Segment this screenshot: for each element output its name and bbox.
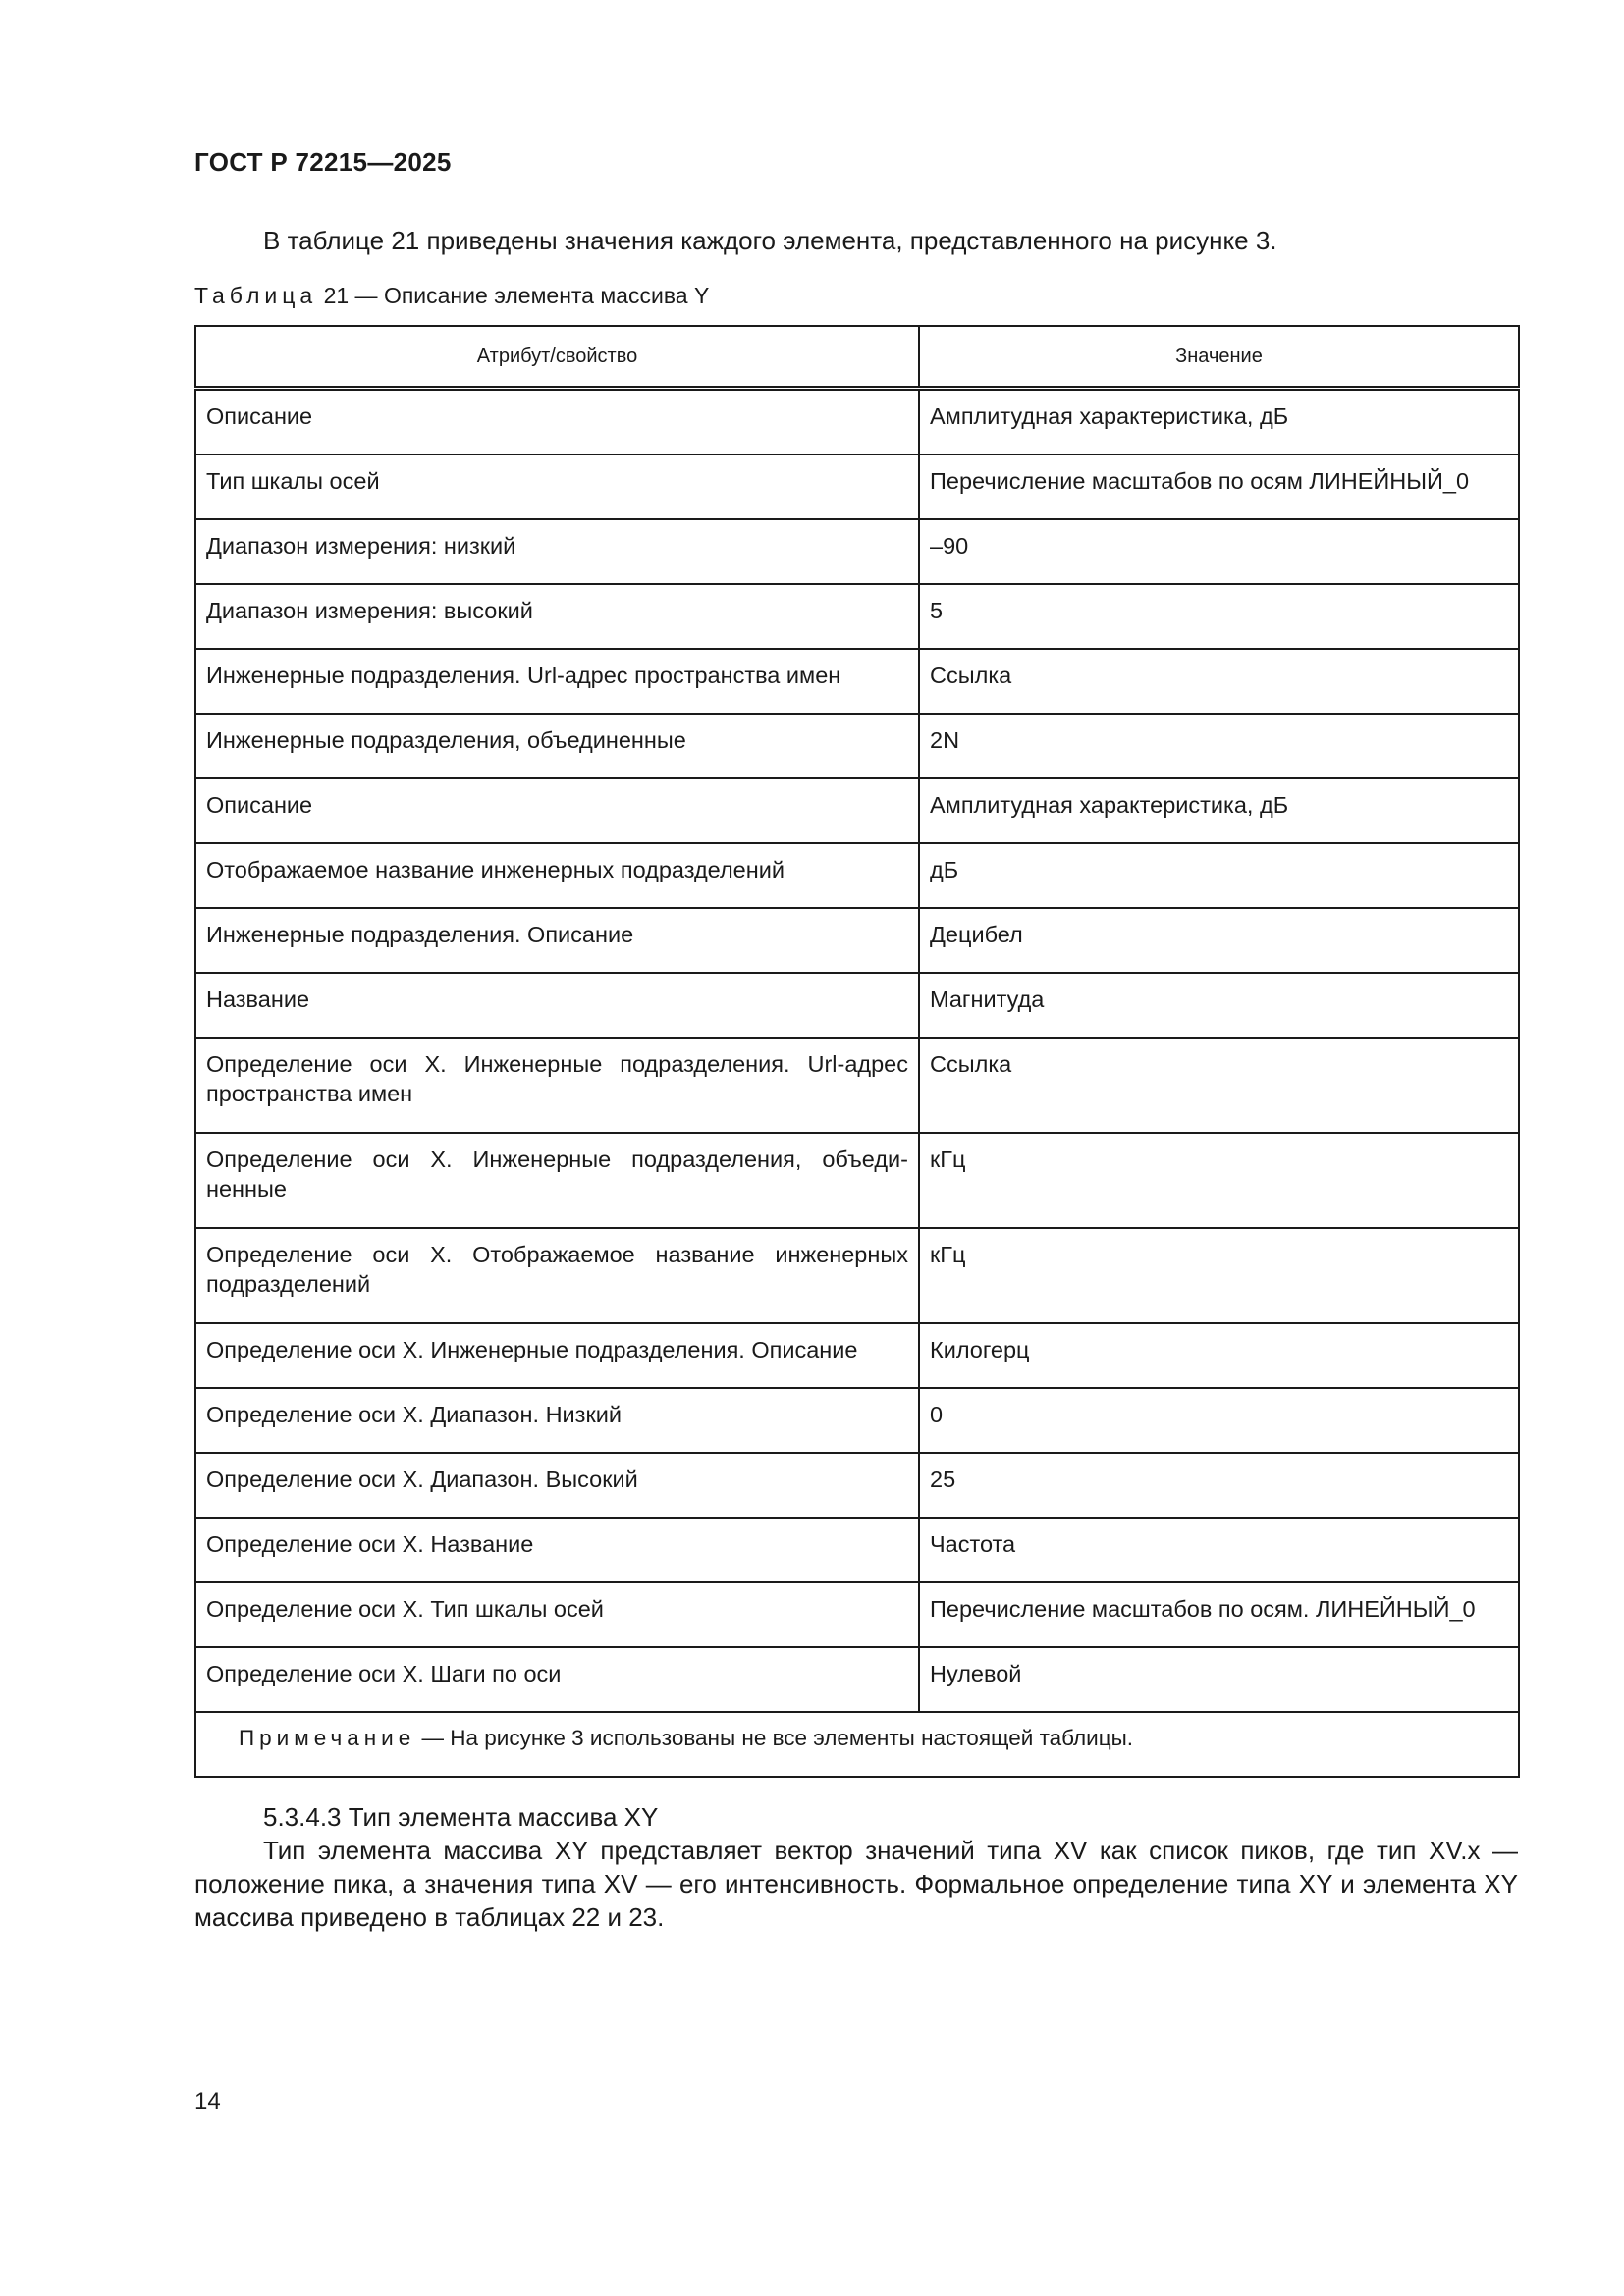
table-header-row [195, 326, 1519, 389]
page-number: 14 [194, 2088, 221, 2114]
attribute-cell: Определение оси X. Тип шкалы осей [195, 1582, 919, 1647]
attribute-cell: Тип шкалы осей [195, 454, 919, 519]
attribute-cell: Описание [195, 389, 919, 455]
section-heading: 5.3.4.3 Тип элемента массива XY [263, 1802, 659, 1832]
table-row [195, 389, 1519, 455]
table-row [195, 1228, 1519, 1323]
attribute-cell: Определение оси X. Инженерные подразделения. Url-адрес пространства имен [195, 1038, 919, 1133]
attribute-cell: Определение оси X. Шаги по оси [195, 1647, 919, 1712]
value-cell: Магнитуда [919, 973, 1519, 1038]
table-row [195, 519, 1519, 584]
table-caption-text: 21 — Описание элемента массива Y [317, 283, 710, 308]
table-row [195, 1582, 1519, 1647]
value-cell: Килогерц [919, 1323, 1519, 1388]
value-cell: 25 [919, 1453, 1519, 1518]
table-row [195, 1453, 1519, 1518]
column-header-value: Значение [919, 326, 1519, 389]
attribute-cell: Определение оси X. Инженерные подразделения, объединенные [195, 1133, 919, 1228]
attribute-cell: Отображаемое название инженерных подразделений [195, 843, 919, 908]
table-row [195, 584, 1519, 649]
table-row [195, 649, 1519, 714]
table-row [195, 1518, 1519, 1582]
attribute-cell: Название [195, 973, 919, 1038]
attribute-cell: Определение оси X. Диапазон. Высокий [195, 1453, 919, 1518]
attribute-cell: Диапазон измерения: низкий [195, 519, 919, 584]
attribute-cell: Определение оси X. Отображаемое название инженерных подразделений [195, 1228, 919, 1323]
value-cell: кГц [919, 1133, 1519, 1228]
table-row [195, 714, 1519, 778]
column-header-attribute: Атрибут/свойство [195, 326, 919, 389]
value-cell: 0 [919, 1388, 1519, 1453]
table-row [195, 1647, 1519, 1712]
attribute-cell: Диапазон измерения: высокий [195, 584, 919, 649]
value-cell: Частота [919, 1518, 1519, 1582]
table-row [195, 454, 1519, 519]
value-cell: кГц [919, 1228, 1519, 1323]
table-row [195, 973, 1519, 1038]
table-row [195, 1388, 1519, 1453]
value-cell: 2N [919, 714, 1519, 778]
attribute-table [194, 325, 1520, 1778]
attribute-cell: Инженерные подразделения. Url-адрес пространства имен [195, 649, 919, 714]
value-cell: Децибел [919, 908, 1519, 973]
attribute-cell: Определение оси X. Инженерные подразделения. Описание [195, 1323, 919, 1388]
attribute-cell: Определение оси X. Название [195, 1518, 919, 1582]
attribute-cell: Описание [195, 778, 919, 843]
value-cell: –90 [919, 519, 1519, 584]
table-row [195, 1323, 1519, 1388]
table-note-row [195, 1712, 1519, 1777]
table-caption [194, 283, 709, 309]
attribute-cell: Инженерные подразделения, объединенные [195, 714, 919, 778]
document-header: ГОСТ Р 72215—2025 [194, 147, 452, 177]
table-row [195, 1133, 1519, 1228]
table-note-label: Примечание [239, 1726, 416, 1750]
table-caption-label: Таблица [194, 283, 318, 308]
attribute-cell: Инженерные подразделения. Описание [195, 908, 919, 973]
intro-paragraph: В таблице 21 приведены значения каждого элемента, представленного на рисунке 3. [263, 226, 1277, 255]
value-cell: Амплитудная характеристика, дБ [919, 778, 1519, 843]
table-note-text: — На рисунке 3 использованы не все элементы настоящей таблицы. [415, 1726, 1134, 1750]
value-cell: Перечисление масштабов по осям ЛИНЕЙНЫЙ_0 [919, 454, 1519, 519]
attribute-cell: Определение оси X. Диапазон. Низкий [195, 1388, 919, 1453]
section-paragraph: Тип элемента массива XY представляет вектор значений типа XV как список пиков, где тип XV.x — положение пика, а значения типа XV — его интенсивность. Формальное определение типа XY и элемента XY массива приведено в таблицах 22 и 23. [194, 1836, 1518, 1932]
value-cell: Ссылка [919, 1038, 1519, 1133]
table-row [195, 908, 1519, 973]
value-cell: Ссылка [919, 649, 1519, 714]
value-cell: 5 [919, 584, 1519, 649]
value-cell: дБ [919, 843, 1519, 908]
value-cell: Перечисление масштабов по осям. ЛИНЕЙНЫЙ_0 [919, 1582, 1519, 1647]
table-row [195, 843, 1519, 908]
table-note [195, 1712, 1519, 1777]
value-cell: Нулевой [919, 1647, 1519, 1712]
table-row [195, 1038, 1519, 1133]
value-cell: Амплитудная характеристика, дБ [919, 389, 1519, 455]
table-row [195, 778, 1519, 843]
